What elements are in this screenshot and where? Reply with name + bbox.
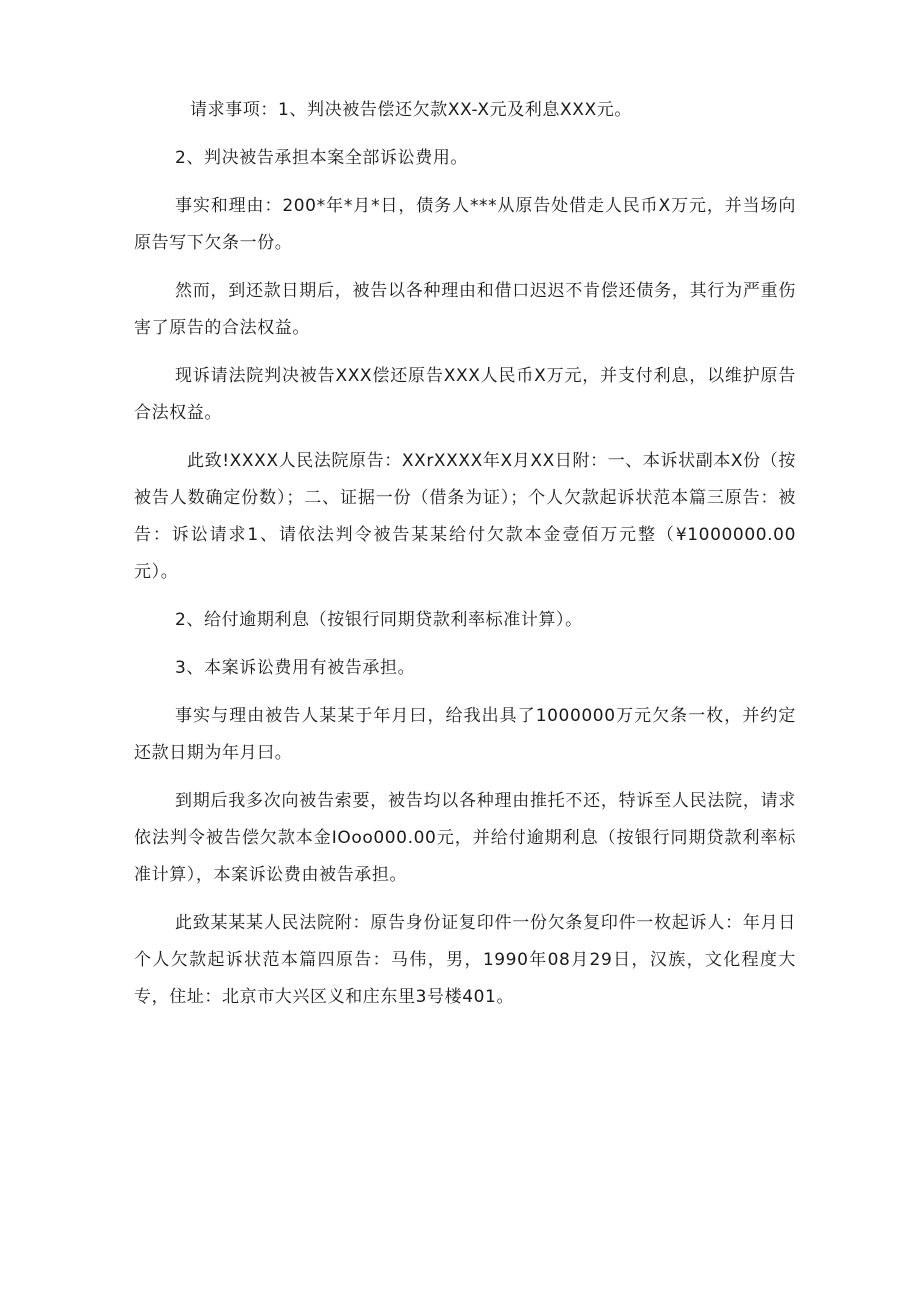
document-body [134,92,796,1027]
paragraph-due-demand: 到期后我多次向被告索要，被告均以各种理由推托不还，特诉至人民法院，请求依法判令被告偿欠款本金IOoo000.00元，并给付逾期利息（按银行同期贷款利率标准计算），本案诉讼费由被告承担。 [134,791,796,885]
paragraph-facts: 事实和理由：200*年*月*日，债务人***从原告处借走人民币X万元，并当场向原告写下欠条一份。 [134,196,796,253]
paragraph-facts-reasons: 事实与理由被告人某某于年月曰，给我出具了1000000万元欠条一枚，并约定还款日期为年月曰。 [134,706,796,763]
paragraph-closing-four: 此致某某某人民法院附：原告身份证复印件一份欠条复印件一枚起诉人：年月日个人欠款起诉状范本篇四原告：马伟，男，1990年08月29日，汉族，文化程度大专，住址：北京市大兴区义和庄东里3号楼401。 [134,913,796,1007]
paragraph-request: 现诉请法院判决被告XXX偿还原告XXX人民币X万元，并支付利息，以维护原告合法权益。 [134,366,796,423]
paragraph-overdue-interest: 2、给付逾期利息（按银行同期贷款利率标准计算）。 [175,610,583,630]
paragraph-claims: 请求事项：1、判决被告偿还欠款XX-X元及利息XXX元。 [190,100,632,120]
paragraph-claim-2: 2、判决被告承担本案全部诉讼费用。 [175,148,469,168]
paragraph-however: 然而，到还款日期后，被告以各种理由和借口迟迟不肯偿还债务，其行为严重伤害了原告的合法权益。 [134,281,796,338]
paragraph-litigation-costs: 3、本案诉讼费用有被告承担。 [175,658,416,678]
paragraph-closing-three: 此致!XXXX人民法院原告：XXrXXXX年X月XX日附：一、本诉状副本X份（按被告人数确定份数）；二、证据一份（借条为证）；个人欠款起诉状范本篇三原告：被告：诉讼请求1、请依法判令被告某某给付欠款本金壹佰万元整（¥1000000.00元）。 [134,451,796,582]
